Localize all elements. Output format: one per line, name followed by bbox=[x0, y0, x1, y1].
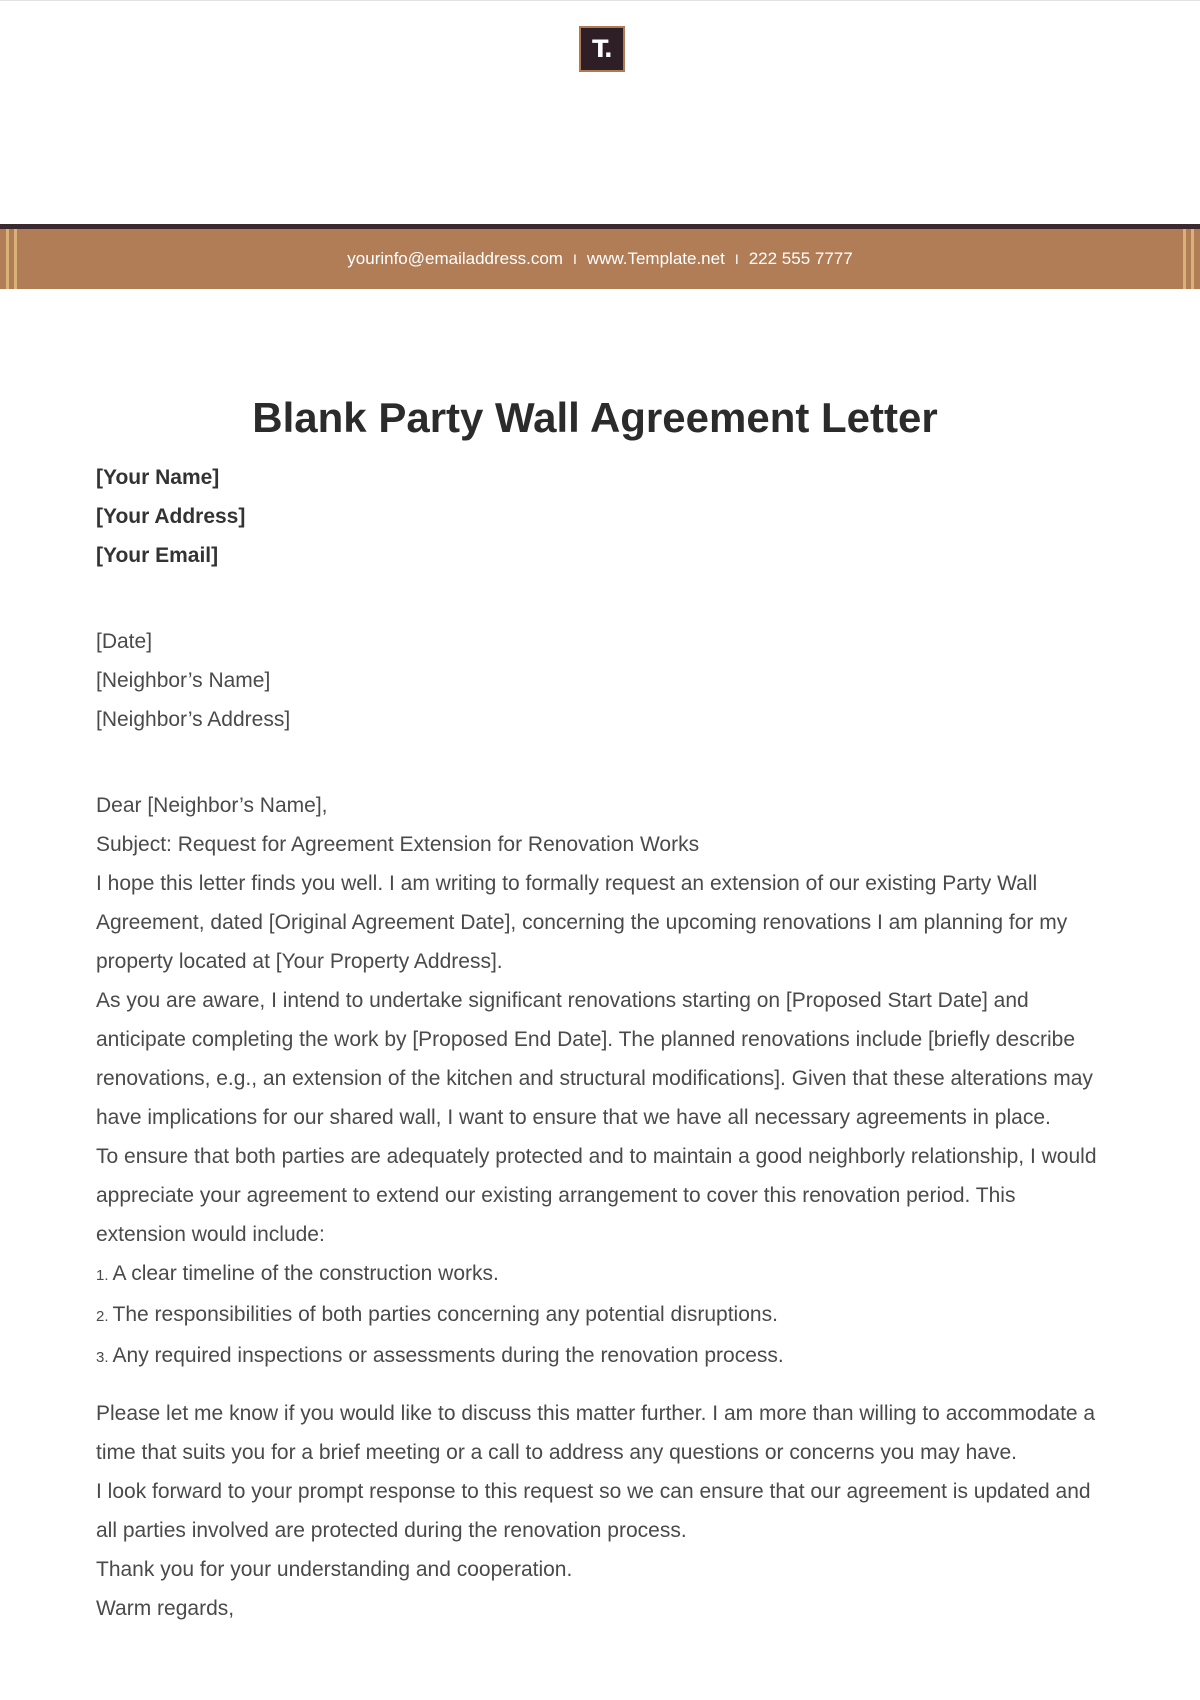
sender-address: [Your Address] bbox=[96, 505, 246, 528]
top-divider bbox=[0, 0, 1200, 1]
sender-email: [Your Email] bbox=[96, 544, 219, 567]
recipient-address: [Neighbor’s Address] bbox=[96, 708, 291, 731]
list-item-number: 3. bbox=[96, 1349, 109, 1366]
spacer bbox=[96, 1377, 1106, 1394]
list-item bbox=[96, 1254, 1106, 1295]
list-item bbox=[96, 1295, 1106, 1336]
letter-body bbox=[96, 458, 1106, 1628]
paragraph-response: I look forward to your prompt response to this request so we can ensure that our agreement is updated and all parties involved are protected during the renovation process. bbox=[96, 1480, 1091, 1542]
paragraph-thanks: Thank you for your understanding and cooperation. bbox=[96, 1558, 573, 1581]
paragraph-discussion: Please let me know if you would like to discuss this matter further. I am more than willing to accommodate a time that suits you for a brief meeting or a call to address any questions or concerns you may have. bbox=[96, 1402, 1096, 1464]
contact-email[interactable]: yourinfo@emailaddress.com bbox=[347, 249, 563, 268]
extension-items-list bbox=[96, 1254, 1106, 1377]
contact-phone: 222 555 7777 bbox=[748, 249, 853, 268]
letter-date: [Date] bbox=[96, 630, 153, 653]
logo-letter: T. bbox=[592, 35, 612, 63]
list-item-text: The responsibilities of both parties concerning any potential disruptions. bbox=[112, 1303, 778, 1326]
contact-separator: I bbox=[572, 251, 577, 267]
contact-separator: I bbox=[734, 251, 739, 267]
logo-icon bbox=[579, 26, 625, 72]
page-title: Blank Party Wall Agreement Letter bbox=[252, 394, 938, 441]
spacer bbox=[96, 739, 1106, 786]
paragraph-renovation-details: As you are aware, I intend to undertake significant renovations starting on [Proposed Start Date] and anticipate completing the work by [Proposed End Date]. The planned renovations include [briefly describe renovations, e.g., an extension of the kitchen and structural modifications]. Given that these alterations may have implications for our shared wall, I want to ensure that we have all necessary agreements in place. bbox=[96, 989, 1093, 1129]
contact-website[interactable]: www.Template.net bbox=[586, 249, 725, 268]
subject-line: Subject: Request for Agreement Extension for Renovation Works bbox=[96, 833, 700, 856]
sender-name: [Your Name] bbox=[96, 466, 220, 489]
recipient-name: [Neighbor’s Name] bbox=[96, 669, 271, 692]
paragraph-extension-request: To ensure that both parties are adequately protected and to maintain a good neighborly relationship, I would appreciate your agreement to extend our existing arrangement to cover this renovation period. This extension would include: bbox=[96, 1145, 1097, 1246]
salutation: Dear [Neighbor’s Name], bbox=[96, 794, 328, 817]
list-item-text: A clear timeline of the construction works. bbox=[112, 1262, 499, 1285]
spacer bbox=[96, 575, 1106, 622]
sender-block bbox=[96, 458, 1106, 575]
paragraph-intro: I hope this letter finds you well. I am writing to formally request an extension of our existing Party Wall Agreement, dated [Original Agreement Date], concerning the upcoming renovations I am planning for my property located at [Your Property Address]. bbox=[96, 872, 1068, 973]
list-item-number: 2. bbox=[96, 1308, 109, 1325]
list-item-number: 1. bbox=[96, 1267, 109, 1284]
closing: Warm regards, bbox=[96, 1597, 235, 1620]
contact-header-band bbox=[0, 224, 1200, 289]
recipient-block bbox=[96, 622, 1106, 739]
list-item-text: Any required inspections or assessments during the renovation process. bbox=[112, 1344, 784, 1367]
list-item bbox=[96, 1336, 1106, 1377]
contact-line bbox=[0, 229, 1200, 289]
